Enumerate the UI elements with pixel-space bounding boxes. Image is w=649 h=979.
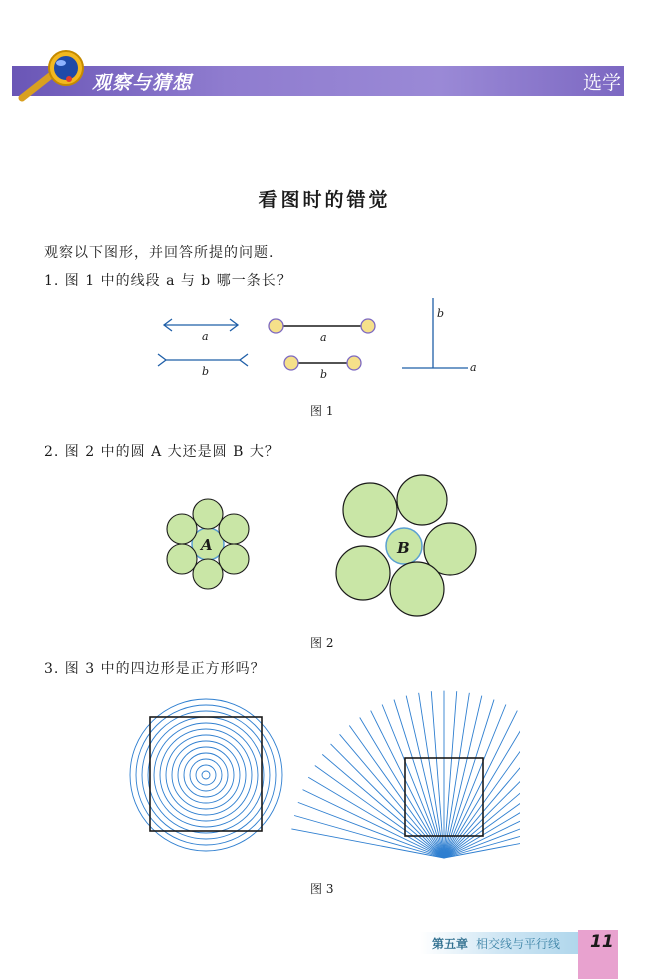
figure-1-caption: 图 1 xyxy=(310,404,334,418)
ring xyxy=(136,705,276,845)
page-title: 看图时的错觉 xyxy=(258,189,391,211)
square-on-circles xyxy=(150,717,262,831)
segment-a-arrows-out xyxy=(164,319,238,331)
ray xyxy=(444,705,506,858)
ring xyxy=(172,741,240,809)
label-circle-b: B xyxy=(397,539,410,557)
inverted-t xyxy=(402,298,468,368)
question-3: 3. 图 3 中的四边形是正方形吗？ xyxy=(44,661,266,677)
ring xyxy=(142,711,270,839)
label-a-2: a xyxy=(320,331,327,344)
concentric-circles xyxy=(130,699,282,851)
ray xyxy=(360,718,444,858)
ring xyxy=(148,717,264,833)
page-number: 11 xyxy=(590,932,614,952)
figure-3-caption: 图 3 xyxy=(310,882,334,896)
ray xyxy=(444,696,482,858)
question-1: 1. 图 1 中的线段 a 与 b 哪一条长？ xyxy=(44,273,292,289)
ray xyxy=(444,725,520,858)
ring xyxy=(130,699,282,851)
label-b-1: b xyxy=(202,365,210,378)
label-b-2: b xyxy=(320,368,328,381)
ray xyxy=(406,696,444,858)
ray xyxy=(394,700,444,858)
label-a-3: a xyxy=(470,361,477,374)
magnifier-icon xyxy=(14,46,94,106)
ray xyxy=(322,754,444,858)
ring xyxy=(178,747,234,803)
ring xyxy=(202,771,210,779)
label-a-1: a xyxy=(202,330,209,343)
intro-text: 观察以下图形，并回答所提的问题. xyxy=(44,245,275,261)
ray xyxy=(315,766,444,858)
ray xyxy=(444,700,494,858)
ray xyxy=(444,691,457,858)
section-title: 观察与猜想 xyxy=(92,72,193,94)
label-b-3: b xyxy=(437,307,445,320)
footer-chapter: 第五章 xyxy=(432,937,469,951)
ring xyxy=(184,753,228,797)
ring xyxy=(154,723,258,827)
ray xyxy=(382,705,444,858)
ray xyxy=(444,744,520,858)
ray xyxy=(291,829,444,858)
figure-2 xyxy=(150,470,490,620)
ring xyxy=(190,759,222,791)
footer-section: 相交线与平行线 xyxy=(476,937,561,951)
ring xyxy=(160,729,252,821)
question-2: 2. 图 2 中的圆 A 大还是圆 B 大？ xyxy=(44,444,280,460)
ray xyxy=(431,691,444,858)
ray xyxy=(349,725,444,858)
section-tag: 选学 xyxy=(582,72,621,94)
figure-3 xyxy=(120,682,520,872)
figure-2-caption: 图 2 xyxy=(310,636,334,650)
ring xyxy=(196,765,216,785)
figure-1 xyxy=(150,290,490,390)
label-circle-a: A xyxy=(201,536,213,554)
ray xyxy=(298,802,444,858)
